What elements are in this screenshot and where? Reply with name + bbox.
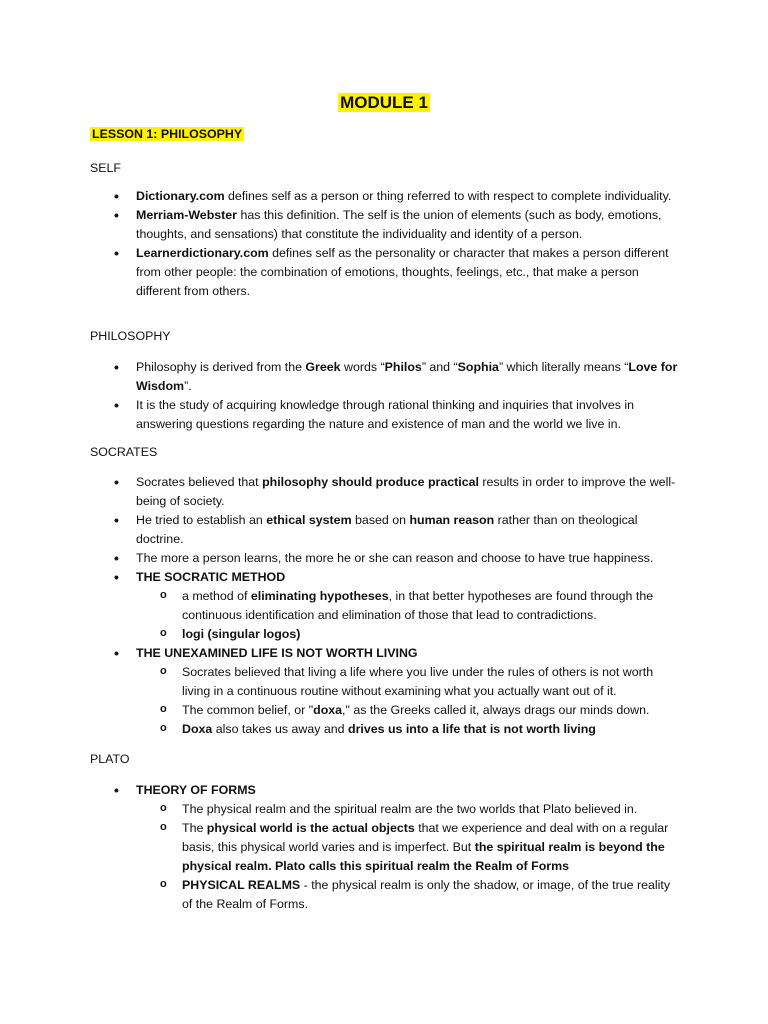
list-item: • The more a person learns, the more he or she can reason and choose to have true happiness. [112,549,682,568]
list-item: • THE UNEXAMINED LIFE IS NOT WORTH LIVING o Socrates believed that living a life where you live under the rules of others is not worth living in a continuous routine without examining what you actually want out of it. o The common belief, or "doxa," as the Greeks called it, always drags our minds down. o Doxa also takes us away and drives us into a life that is not worth living [112,644,682,739]
list-item: • He tried to establish an ethical system based on human reason rather than on theological doctrine. [112,511,682,549]
section-heading-socrates: SOCRATES [90,445,158,459]
list-item: • Merriam-Webster has this definition. The self is the union of elements (such as body, emotions, thoughts, and sensations) that constitute the individuality and identity of a person. [112,206,682,244]
sub-list-item: o Socrates believed that living a life where you live under the rules of others is not worth living in a continuous routine without examining what you actually want out of it. [160,663,682,701]
sub-list-item: o The common belief, or "doxa," as the Greeks called it, always drags our minds down. [160,701,682,720]
socrates-list [112,473,682,739]
socratic-method-sublist [136,587,682,644]
philosophy-list [112,358,682,434]
section-heading-plato: PLATO [90,752,130,766]
module-title: MODULE 1 [340,93,428,112]
plato-list [112,781,682,914]
lesson-heading: LESSON 1: PHILOSOPHY [92,127,243,141]
sub-list-item: o The physical world is the actual objects that we experience and deal with on a regular basis, this physical world varies and is imperfect. But the spiritual realm is beyond the physical realm. Plato calls this spiritual realm the Realm of Forms [160,819,682,876]
list-item: • Philosophy is derived from the Greek words “Philos” and “Sophia” which literally means “Love for Wisdom”. [112,358,682,396]
self-list [112,187,682,301]
list-item: • Learnerdictionary.com defines self as the personality or character that makes a person different from other people: the combination of emotions, thoughts, feelings, etc., that make a person different from others. [112,244,682,301]
sub-list-item: o a method of eliminating hypotheses, in that better hypotheses are found through the continuous identification and elimination of those that lead to contradictions. [160,587,682,625]
section-heading-philosophy: PHILOSOPHY [90,329,171,343]
section-heading-self: SELF [90,161,121,175]
sub-list-item: o The physical realm and the spiritual realm are the two worlds that Plato believed in. [160,800,682,819]
list-item: • Socrates believed that philosophy should produce practical results in order to improve the well-being of society. [112,473,682,511]
sub-list-item: o logi (singular logos) [160,625,682,644]
unexamined-life-sublist [136,663,682,739]
sub-list-item: o Doxa also takes us away and drives us into a life that is not worth living [160,720,682,739]
list-item: • It is the study of acquiring knowledge through rational thinking and inquiries that involves in answering questions regarding the nature and existence of man and the world we live in. [112,396,682,434]
theory-of-forms-sublist [136,800,682,914]
list-item: • THE SOCRATIC METHOD o a method of eliminating hypotheses, in that better hypotheses are found through the continuous identification and elimination of those that lead to contradictions. o logi (singular logos) [112,568,682,644]
list-item: • THEORY OF FORMS o The physical realm and the spiritual realm are the two worlds that Plato believed in. o The physical world is the actual objects that we experience and deal with on a regular basis, this physical world varies and is imperfect. But the spiritual realm is beyond the physical realm. Plato calls this spiritual realm the Realm of Forms o PHYSICAL REALMS - the physical realm is only the shadow, or image, of the true reality of the Realm of Forms. [112,781,682,914]
list-item: • Dictionary.com defines self as a person or thing referred to with respect to complete individuality. [112,187,682,206]
sub-list-item: o PHYSICAL REALMS - the physical realm is only the shadow, or image, of the true reality of the Realm of Forms. [160,876,682,914]
